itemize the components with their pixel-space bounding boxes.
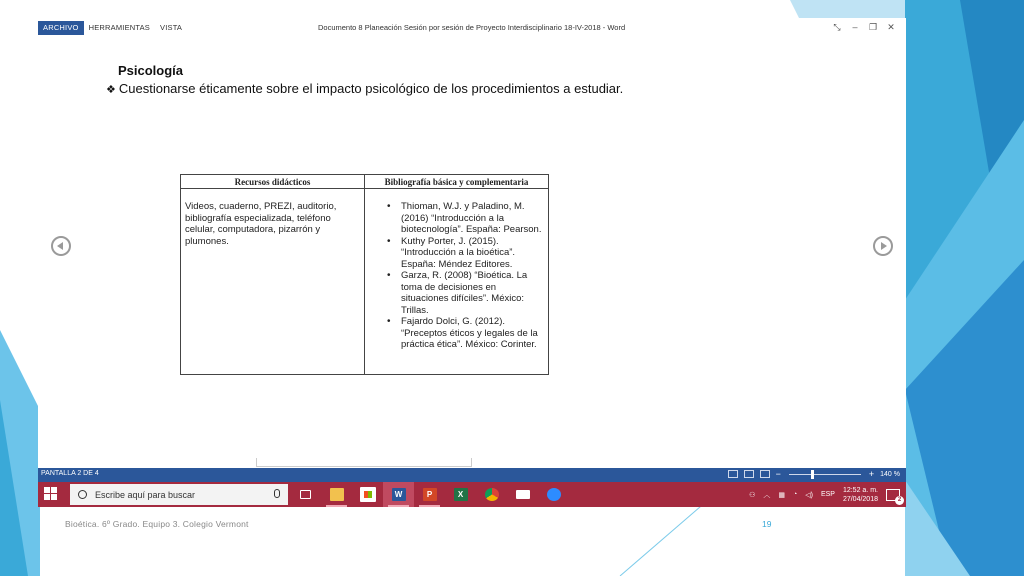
task-view-icon — [300, 490, 311, 499]
clock-date: 27/04/2018 — [842, 495, 878, 503]
store-bag-icon — [360, 487, 376, 502]
title-bar — [38, 18, 906, 38]
web-layout-icon[interactable] — [760, 470, 770, 478]
resources-text: Videos, cuaderno, PREZI, auditorio, bibliografía especializada, teléfono celular, computadora, pizarrón y plumones. — [185, 201, 337, 247]
chrome-button[interactable] — [476, 482, 507, 507]
header-bibliografia: Bibliografía básica y complementaria — [365, 175, 549, 189]
bibliography-item: • Thioman, W.J. y Paladino, M. (2016) “Introducción a la biotecnología”. España: Pearson. — [401, 201, 544, 236]
menu-vista[interactable]: VISTA — [160, 23, 183, 32]
action-center-icon[interactable] — [886, 489, 900, 501]
header-recursos: Recursos didácticos — [181, 175, 365, 189]
objective-bullet — [106, 81, 623, 96]
wifi-icon[interactable]: ◔ — [792, 491, 798, 498]
taskbar-search[interactable] — [70, 484, 288, 505]
zoom-in-button[interactable]: + — [868, 469, 875, 479]
windows-start-icon[interactable] — [44, 487, 58, 501]
slide-number: 19 — [762, 519, 772, 529]
taskbar-apps — [290, 482, 569, 507]
cortana-circle-icon — [78, 490, 87, 499]
minimize-icon[interactable]: – — [852, 22, 858, 32]
cell-bibliografia — [365, 189, 549, 375]
microphone-icon[interactable] — [274, 489, 280, 498]
input-language[interactable]: ESP — [820, 491, 835, 498]
volume-icon[interactable]: ◁) — [805, 491, 813, 499]
people-icon[interactable]: ⚇ — [749, 491, 756, 499]
page-indicator: PANTALLA 2 DE 4 — [41, 470, 99, 477]
horizontal-scroll-thumb[interactable] — [256, 458, 472, 467]
word-icon: W — [392, 488, 406, 501]
slide-footer: Bioética. 6º Grado. Equipo 3. Colegio Vermont — [65, 519, 249, 529]
notification-count: 2 — [895, 496, 904, 505]
status-bar — [38, 468, 906, 482]
search-placeholder: Escribe aquí para buscar — [95, 489, 196, 500]
close-icon[interactable]: ✕ — [887, 22, 895, 32]
objective-text: Cuestionarse éticamente sobre el impacto psicológico de los procedimientos a estudiar. — [118, 81, 624, 96]
menu-archivo[interactable]: ARCHIVO — [38, 21, 84, 35]
clock-time: 12:52 a. m. — [842, 486, 878, 494]
zoom-level[interactable]: 140 % — [880, 470, 900, 478]
network-icon[interactable]: ▦ — [778, 491, 785, 499]
clock[interactable] — [843, 486, 878, 504]
word-button[interactable] — [383, 482, 414, 507]
mail-button[interactable] — [507, 482, 538, 507]
powerpoint-button[interactable] — [414, 482, 445, 507]
excel-button[interactable] — [445, 482, 476, 507]
bibliography-item: • Fajardo Dolci, G. (2012). “Preceptos éticos y legales de la práctica ética”. México: Corinter. — [401, 316, 544, 351]
zoom-app-icon — [547, 488, 561, 501]
fit-window-icon[interactable]: ⤡ — [833, 22, 841, 32]
restore-icon[interactable]: ❐ — [868, 22, 878, 32]
bibliography-item: • Kuthy Porter, J. (2015). “Introducción a la bioética”. España: Méndez Editores. — [401, 236, 544, 271]
diamond-bullet-icon: ❖ — [106, 84, 116, 96]
cell-recursos — [181, 189, 365, 375]
chrome-icon — [485, 488, 499, 501]
word-window — [38, 18, 906, 507]
document-page[interactable] — [38, 40, 906, 458]
bibliography-list — [369, 201, 544, 351]
menu-herramientas[interactable]: HERRAMIENTAS — [88, 23, 151, 32]
task-view-button[interactable] — [290, 482, 321, 507]
zoom-slider-thumb[interactable] — [811, 470, 814, 479]
window-controls — [828, 20, 900, 34]
file-explorer-button[interactable] — [321, 482, 352, 507]
print-layout-icon[interactable] — [744, 470, 754, 478]
bibliography-item: • Garza, R. (2008) “Bioética. La toma de decisiones en situaciones difíciles”. México: Trillas. — [401, 270, 544, 316]
store-button[interactable] — [352, 482, 383, 507]
section-heading: Psicología — [118, 63, 184, 78]
excel-icon: X — [454, 488, 468, 501]
resources-table — [180, 174, 549, 375]
windows-taskbar — [38, 482, 906, 507]
system-tray — [749, 482, 900, 507]
menu-bar — [38, 21, 187, 35]
zoom-out-button[interactable]: − — [775, 469, 781, 479]
zoom-slider[interactable] — [789, 474, 861, 475]
next-slide-button[interactable] — [873, 236, 893, 256]
previous-slide-button[interactable] — [51, 236, 71, 256]
view-controls — [728, 469, 900, 479]
mail-icon — [516, 490, 530, 499]
folder-icon — [330, 488, 344, 501]
powerpoint-icon: P — [423, 488, 437, 501]
window-title: Documento 8 Planeación Sesión por sesión de Proyecto Interdisciplinario 18-IV-2018 - Word — [318, 23, 626, 32]
chevron-up-icon[interactable]: ︿ — [763, 491, 771, 499]
read-mode-icon[interactable] — [728, 470, 738, 478]
zoom-app-button[interactable] — [538, 482, 569, 507]
